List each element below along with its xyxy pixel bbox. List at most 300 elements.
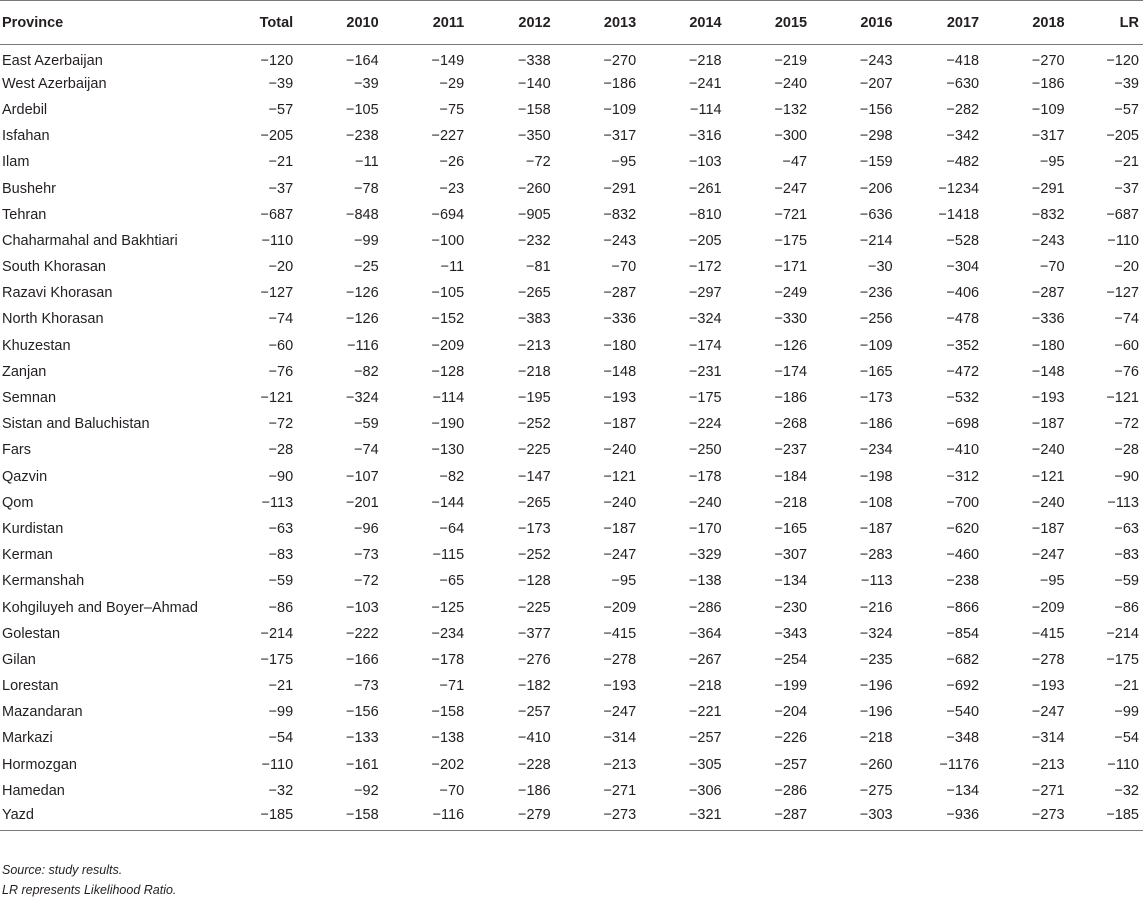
value-cell: −82 (354, 363, 379, 380)
value-cell: −636 (859, 206, 893, 223)
table-row (0, 149, 1143, 175)
value-cell: −178 (431, 651, 465, 668)
province-cell: Sistan and Baluchistan (2, 416, 150, 433)
value-cell: −59 (268, 573, 294, 590)
value-cell: −70 (611, 259, 637, 276)
value-cell: −70 (1039, 259, 1065, 276)
value-cell: −23 (439, 180, 465, 197)
province-cell: Bushehr (2, 180, 57, 197)
value-cell: −406 (946, 285, 980, 302)
value-cell: −134 (774, 573, 808, 590)
value-cell: −324 (346, 390, 379, 407)
value-cell: −71 (439, 678, 465, 695)
value-cell: −134 (946, 782, 980, 799)
value-cell: −99 (268, 704, 294, 721)
value-cell: −175 (260, 651, 294, 668)
value-cell: −267 (688, 651, 722, 668)
value-cell: −37 (1114, 180, 1139, 197)
value-cell: −161 (346, 756, 379, 773)
value-cell: −848 (346, 206, 379, 223)
province-cell: Ardebil (2, 101, 48, 118)
value-cell: −410 (946, 442, 980, 459)
table-row (0, 464, 1143, 490)
province-cell: Kerman (2, 547, 53, 564)
value-cell: −342 (946, 128, 980, 145)
value-cell: −128 (431, 363, 465, 380)
value-cell: −105 (346, 101, 379, 118)
value-cell: −185 (234, 804, 297, 830)
table-row (0, 254, 1143, 280)
value-cell: −187 (603, 520, 637, 537)
value-cell: −866 (946, 599, 980, 616)
column-header-2015: 2015 (726, 1, 811, 45)
value-cell: −854 (946, 625, 980, 642)
value-cell: −228 (517, 756, 551, 773)
value-cell: −377 (517, 625, 551, 642)
value-cell: −170 (688, 520, 722, 537)
column-header-total: Total (234, 1, 297, 45)
province-cell: Golestan (2, 625, 61, 642)
table-row (0, 280, 1143, 306)
value-cell: −21 (268, 678, 294, 695)
value-cell: −329 (688, 547, 722, 564)
value-cell: −186 (1031, 75, 1065, 92)
column-header-2013: 2013 (555, 1, 640, 45)
value-cell: −383 (517, 311, 551, 328)
value-cell: −1234 (938, 180, 980, 197)
value-cell: −57 (268, 101, 294, 118)
province-cell: East Azerbaijan (2, 52, 103, 69)
value-cell: −187 (1031, 520, 1065, 537)
province-cell: Qom (2, 494, 34, 511)
table-row (0, 437, 1143, 463)
value-cell: −218 (517, 363, 551, 380)
value-cell: −158 (431, 704, 465, 721)
value-cell: −64 (439, 520, 465, 537)
value-cell: −236 (859, 285, 893, 302)
value-cell: −317 (603, 128, 637, 145)
value-cell: −198 (859, 468, 893, 485)
value-cell: −140 (517, 75, 551, 92)
value-cell: −321 (640, 804, 725, 830)
value-cell: −127 (260, 285, 294, 302)
value-cell: −257 (688, 730, 722, 747)
table-body (0, 45, 1143, 831)
value-cell: −240 (1031, 442, 1065, 459)
value-cell: −47 (782, 154, 808, 171)
value-cell: −209 (603, 599, 637, 616)
value-cell: −90 (1114, 468, 1139, 485)
value-cell: −116 (383, 804, 468, 830)
value-cell: −196 (859, 704, 893, 721)
value-cell: −330 (774, 311, 808, 328)
value-cell: −252 (517, 547, 551, 564)
value-cell: −32 (1114, 782, 1139, 799)
value-cell: −133 (346, 730, 379, 747)
value-cell: −59 (354, 416, 379, 433)
value-cell: −270 (1031, 52, 1065, 69)
value-cell: −338 (517, 52, 551, 69)
value-cell: −110 (261, 756, 294, 773)
table-row (0, 594, 1143, 620)
value-cell: −620 (946, 520, 980, 537)
value-cell: −81 (526, 259, 551, 276)
value-cell: −472 (946, 363, 980, 380)
value-cell: −247 (1031, 547, 1065, 564)
value-cell: −186 (859, 416, 893, 433)
value-cell: −241 (688, 75, 722, 92)
value-cell: −187 (1031, 416, 1065, 433)
value-cell: −21 (1114, 154, 1139, 171)
value-cell: −235 (859, 651, 893, 668)
value-cell: −100 (431, 232, 465, 249)
value-cell: −74 (354, 442, 379, 459)
value-cell: −905 (517, 206, 551, 223)
table-row (0, 752, 1143, 778)
value-cell: −108 (859, 494, 893, 511)
value-cell: −410 (517, 730, 551, 747)
value-cell: −231 (688, 363, 722, 380)
table-row (0, 228, 1143, 254)
value-cell: −238 (946, 573, 980, 590)
table-row (0, 333, 1143, 359)
value-cell: −63 (1114, 520, 1139, 537)
value-cell: −682 (946, 651, 980, 668)
value-cell: −287 (726, 804, 811, 830)
value-cell: −109 (1031, 101, 1065, 118)
table-row (0, 804, 1143, 830)
value-cell: −76 (268, 363, 294, 380)
value-cell: −256 (859, 311, 893, 328)
value-cell: −193 (1031, 678, 1065, 695)
table-row (0, 673, 1143, 699)
value-cell: −240 (688, 494, 722, 511)
value-cell: −324 (859, 625, 893, 642)
value-cell: −165 (774, 520, 808, 537)
value-cell: −180 (603, 337, 637, 354)
value-cell: −57 (1114, 101, 1139, 118)
value-cell: −273 (983, 804, 1068, 830)
value-cell: −187 (603, 416, 637, 433)
value-cell: −28 (1114, 442, 1139, 459)
value-cell: −28 (268, 442, 294, 459)
value-cell: −187 (859, 520, 893, 537)
value-cell: −72 (268, 416, 294, 433)
table-row (0, 306, 1143, 332)
value-cell: −271 (1031, 782, 1065, 799)
value-cell: −275 (859, 782, 893, 799)
table-row (0, 385, 1143, 411)
province-cell: Fars (2, 442, 31, 459)
value-cell: −121 (603, 468, 637, 485)
value-cell: −126 (346, 311, 379, 328)
value-cell: −936 (897, 804, 984, 830)
header-row (0, 1, 1143, 45)
value-cell: −243 (1031, 232, 1065, 249)
value-cell: −700 (946, 494, 980, 511)
column-header-2018: 2018 (983, 1, 1068, 45)
value-cell: −214 (859, 232, 893, 249)
value-cell: −193 (1031, 390, 1065, 407)
value-cell: −90 (268, 468, 294, 485)
value-cell: −107 (346, 468, 379, 485)
value-cell: −26 (439, 154, 465, 171)
value-cell: −226 (774, 730, 808, 747)
value-cell: −303 (811, 804, 896, 830)
table-row (0, 621, 1143, 647)
value-cell: −63 (268, 520, 294, 537)
value-cell: −109 (859, 337, 893, 354)
value-cell: −110 (1107, 756, 1139, 773)
value-cell: −110 (261, 232, 294, 249)
value-cell: −314 (1031, 730, 1065, 747)
value-cell: −25 (354, 259, 379, 276)
value-cell: −336 (603, 311, 637, 328)
value-cell: −95 (1039, 154, 1065, 171)
value-cell: −247 (774, 180, 808, 197)
value-cell: −144 (431, 494, 465, 511)
value-cell: −158 (517, 101, 551, 118)
value-cell: −54 (1114, 730, 1139, 747)
value-cell: −173 (859, 390, 893, 407)
value-cell: −92 (354, 782, 379, 799)
table-row (0, 97, 1143, 123)
value-cell: −297 (688, 285, 722, 302)
value-cell: −60 (1114, 337, 1139, 354)
value-cell: −218 (859, 730, 893, 747)
value-cell: −247 (603, 547, 637, 564)
value-cell: −115 (432, 547, 465, 564)
table-row (0, 725, 1143, 751)
value-cell: −279 (468, 804, 555, 830)
value-cell: −72 (526, 154, 551, 171)
value-cell: −149 (431, 52, 465, 69)
value-cell: −247 (603, 704, 637, 721)
value-cell: −268 (774, 416, 808, 433)
value-cell: −343 (774, 625, 808, 642)
value-cell: −265 (517, 494, 551, 511)
value-cell: −282 (946, 101, 980, 118)
value-cell: −312 (946, 468, 980, 485)
value-cell: −261 (688, 180, 722, 197)
value-cell: −128 (517, 573, 551, 590)
value-cell: −532 (946, 390, 980, 407)
value-cell: −95 (611, 573, 637, 590)
value-cell: −172 (688, 259, 722, 276)
value-cell: −202 (431, 756, 465, 773)
value-cell: −103 (346, 599, 379, 616)
value-cell: −180 (1031, 337, 1065, 354)
province-cell: Kohgiluyeh and Boyer–Ahmad (2, 599, 198, 616)
value-cell: −75 (439, 101, 465, 118)
value-cell: −114 (690, 101, 722, 118)
value-cell: −83 (1114, 547, 1139, 564)
value-cell: −213 (603, 756, 637, 773)
province-cell: Ilam (2, 154, 30, 171)
value-cell: −482 (946, 154, 980, 171)
value-cell: −148 (603, 363, 637, 380)
value-cell: −72 (354, 573, 379, 590)
value-cell: −286 (688, 599, 722, 616)
value-cell: −348 (946, 730, 980, 747)
value-cell: −165 (859, 363, 893, 380)
province-cell: Markazi (2, 730, 53, 747)
value-cell: −152 (431, 311, 465, 328)
province-cell: Semnan (2, 390, 57, 407)
value-cell: −205 (260, 128, 294, 145)
province-cell: Lorestan (2, 678, 59, 695)
value-cell: −174 (774, 363, 808, 380)
value-cell: −21 (268, 154, 294, 171)
value-cell: −265 (517, 285, 551, 302)
value-cell: −130 (431, 442, 465, 459)
value-cell: −193 (603, 678, 637, 695)
value-cell: −687 (260, 206, 294, 223)
column-header-2014: 2014 (640, 1, 725, 45)
value-cell: −243 (859, 52, 893, 69)
value-cell: −252 (517, 416, 551, 433)
value-cell: −460 (946, 547, 980, 564)
value-cell: −810 (688, 206, 722, 223)
value-cell: −291 (603, 180, 637, 197)
value-cell: −186 (517, 782, 551, 799)
value-cell: −59 (1114, 573, 1139, 590)
column-header-2017: 2017 (897, 1, 984, 45)
value-cell: −221 (688, 704, 722, 721)
value-cell: −173 (517, 520, 551, 537)
province-cell: Gilan (2, 651, 36, 668)
province-cell: Kurdistan (2, 520, 64, 537)
value-cell: −1418 (938, 206, 980, 223)
value-cell: −83 (268, 547, 294, 564)
value-cell: −257 (774, 756, 808, 773)
province-cell: Qazvin (2, 468, 48, 485)
value-cell: −95 (611, 154, 637, 171)
value-cell: −630 (946, 75, 980, 92)
value-cell: −234 (859, 442, 893, 459)
value-cell: −105 (431, 285, 465, 302)
value-cell: −86 (268, 599, 294, 616)
value-cell: −205 (1106, 128, 1139, 145)
table-row (0, 359, 1143, 385)
value-cell: −199 (774, 678, 808, 695)
value-cell: −219 (774, 52, 808, 69)
value-cell: −126 (774, 337, 808, 354)
value-cell: −121 (260, 390, 294, 407)
value-cell: −164 (346, 52, 379, 69)
province-cell: Isfahan (2, 128, 50, 145)
value-cell: −314 (603, 730, 637, 747)
value-cell: −415 (1031, 625, 1065, 642)
value-cell: −238 (346, 128, 379, 145)
value-cell: −352 (946, 337, 980, 354)
value-cell: −213 (517, 337, 551, 354)
province-cell: Hormozgan (2, 756, 77, 773)
province-cell: Razavi Khorasan (2, 285, 113, 302)
value-cell: −687 (1106, 206, 1139, 223)
value-cell: −260 (517, 180, 551, 197)
value-cell: −109 (603, 101, 637, 118)
value-cell: −721 (774, 206, 808, 223)
value-cell: −21 (1114, 678, 1139, 695)
value-cell: −175 (688, 390, 722, 407)
value-cell: −204 (774, 704, 808, 721)
column-header-2010: 2010 (297, 1, 382, 45)
value-cell: −186 (774, 390, 808, 407)
province-cell: Mazandaran (2, 704, 83, 721)
value-cell: −76 (1114, 363, 1139, 380)
value-cell: −195 (517, 390, 551, 407)
value-cell: −336 (1031, 311, 1065, 328)
value-cell: −232 (517, 232, 551, 249)
value-cell: −300 (774, 128, 808, 145)
value-cell: −182 (517, 678, 551, 695)
value-cell: −225 (517, 442, 551, 459)
value-cell: −271 (603, 782, 637, 799)
value-cell: −39 (354, 75, 379, 92)
province-cell: Chaharmahal and Bakhtiari (2, 232, 178, 249)
value-cell: −218 (688, 52, 722, 69)
table-row (0, 71, 1143, 97)
value-cell: −291 (1031, 180, 1065, 197)
value-cell: −276 (517, 651, 551, 668)
column-header-2011: 2011 (383, 1, 468, 45)
value-cell: −125 (431, 599, 465, 616)
table-row (0, 542, 1143, 568)
value-cell: −305 (688, 756, 722, 773)
table-notes (2, 860, 176, 900)
value-cell: −240 (603, 494, 637, 511)
value-cell: −478 (946, 311, 980, 328)
value-cell: −74 (1114, 311, 1139, 328)
value-cell: −113 (261, 494, 294, 511)
value-cell: −237 (774, 442, 808, 459)
value-cell: −54 (268, 730, 294, 747)
value-cell: −278 (603, 651, 637, 668)
value-cell: −694 (431, 206, 465, 223)
value-cell: −147 (517, 468, 551, 485)
value-cell: −222 (346, 625, 379, 642)
value-cell: −132 (774, 101, 808, 118)
table-row (0, 568, 1143, 594)
value-cell: −113 (1107, 494, 1139, 511)
value-cell: −243 (603, 232, 637, 249)
table-row (0, 516, 1143, 542)
value-cell: −78 (354, 180, 379, 197)
province-cell: West Azerbaijan (2, 75, 107, 92)
value-cell: −227 (431, 128, 465, 145)
value-cell: −72 (1114, 416, 1139, 433)
value-cell: −121 (1031, 468, 1065, 485)
value-cell: −201 (346, 494, 379, 511)
value-cell: −73 (354, 547, 379, 564)
value-cell: −692 (946, 678, 980, 695)
value-cell: −278 (1031, 651, 1065, 668)
province-cell: Hamedan (2, 782, 65, 799)
value-cell: −240 (603, 442, 637, 459)
value-cell: −250 (688, 442, 722, 459)
value-cell: −110 (1107, 232, 1139, 249)
value-cell: −415 (603, 625, 637, 642)
value-cell: −158 (297, 804, 382, 830)
value-cell: −121 (1106, 390, 1139, 407)
table-row (0, 202, 1143, 228)
value-cell: −175 (774, 232, 808, 249)
value-cell: −364 (688, 625, 722, 642)
value-cell: −114 (432, 390, 465, 407)
value-cell: −260 (859, 756, 893, 773)
value-cell: −185 (1069, 804, 1143, 830)
